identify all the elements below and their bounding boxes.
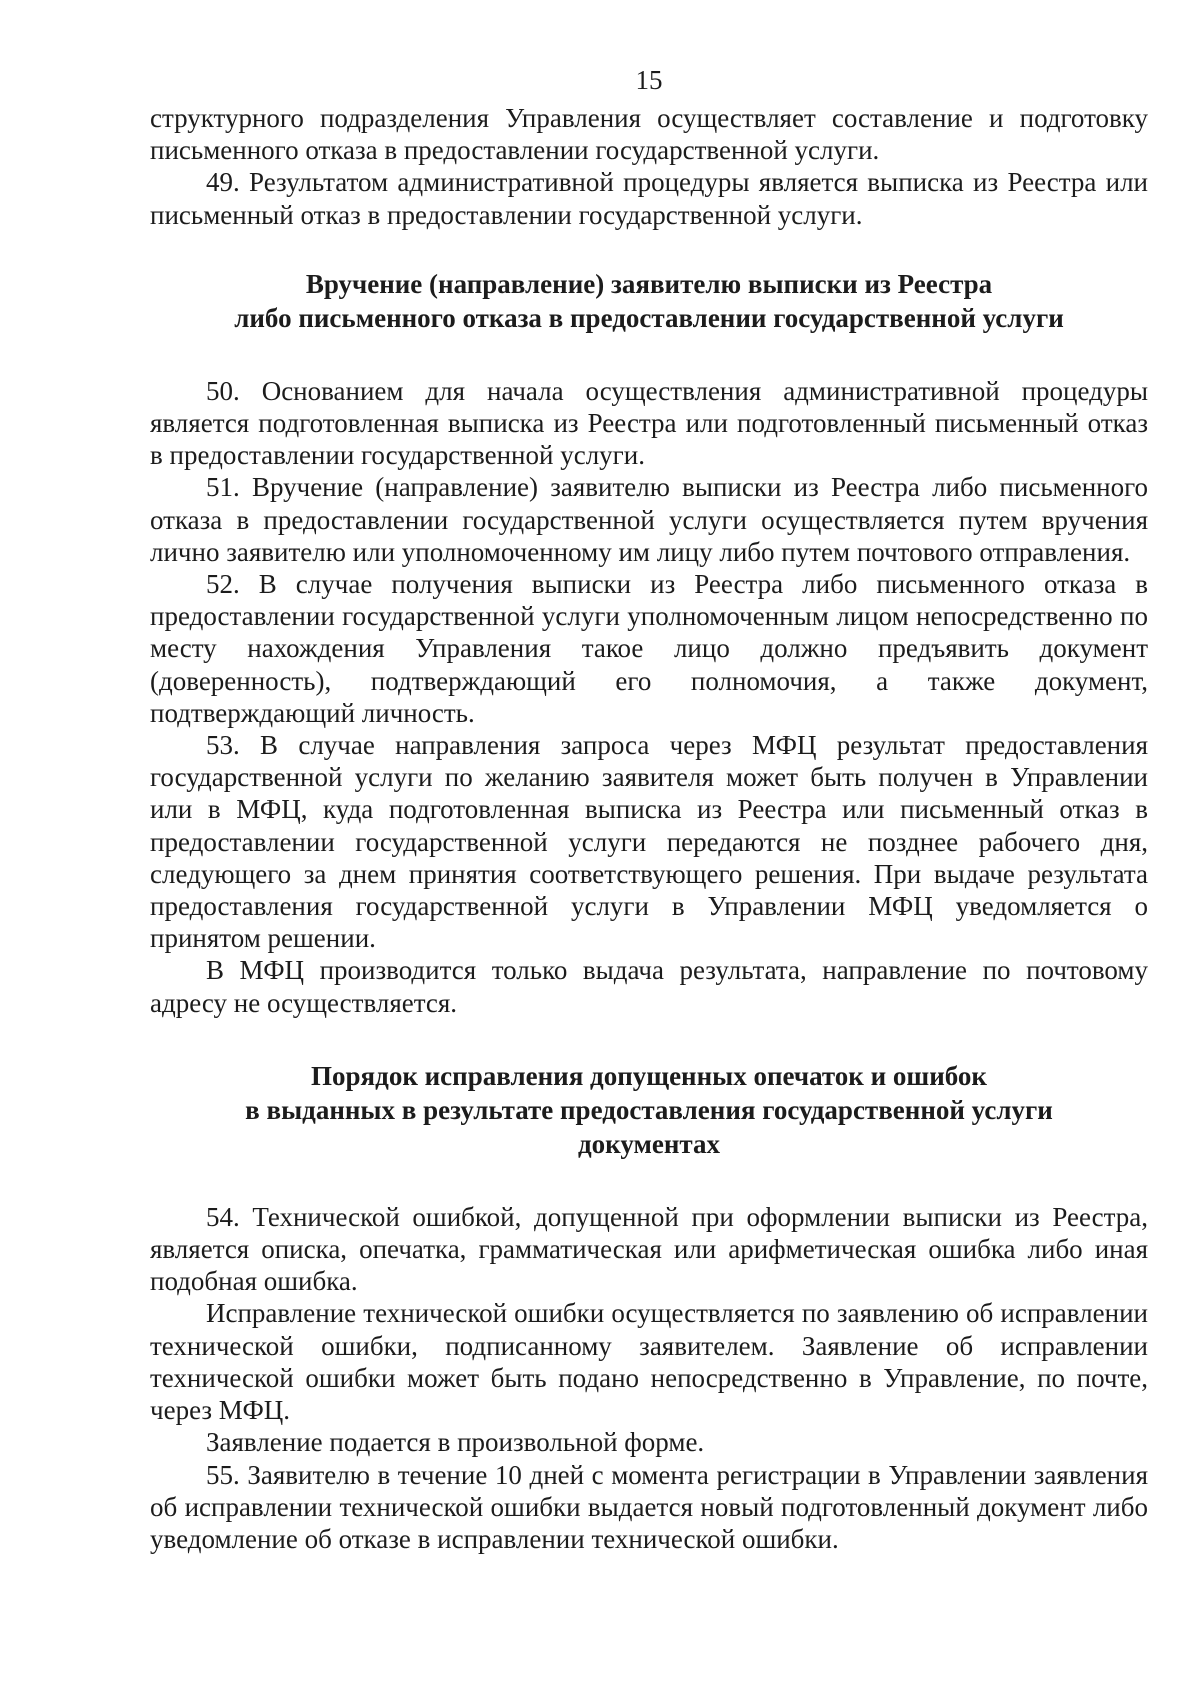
paragraph-52: 52. В случае получения выписки из Реестра либо письменного отказа в предоставлении государственной услуги уполномоченным лицом непосредственно по месту нахождения Управления такое лицо должно предъявить документ (доверенность), подтверждающий его полномочия, а также документ, подтверждающий личность.: [150, 569, 1148, 728]
section-heading-corrections: [150, 1059, 1148, 1161]
paragraph-50: 50. Основанием для начала осуществления административной процедуры является подготовленная выписка из Реестра или подготовленный письменный отказ в предоставлении государственной услуги.: [150, 375, 1148, 471]
section-heading-delivery-line2: либо письменного отказа в предоставлении государственной услуги: [234, 302, 1064, 333]
section-heading-corrections-line2: в выданных в результате предоставления государственной услуги: [245, 1094, 1053, 1125]
paragraph-54: 54. Технической ошибкой, допущенной при оформлении выписки из Реестра, является описка, опечатка, грамматическая или арифметическая ошибка либо иная подобная ошибка.: [150, 1201, 1148, 1297]
paragraph-51: 51. Вручение (направление) заявителю выписки из Реестра либо письменного отказа в предоставлении государственной услуги осуществляется путем вручения лично заявителю или уполномоченному им лицу либо путем почтового отправления.: [150, 472, 1148, 567]
paragraph-53: 53. В случае направления запроса через МФЦ результат предоставления государственной услуги по желанию заявителя может быть получен в Управлении или в МФЦ, куда подготовленная выписка из Реестра или письменный отказ в предоставлении государственной услуги передаются не позднее рабочего дня, следующего за днем принятия соответствующего решения. При выдаче результата предоставления государственной услуги в Управлении МФЦ уведомляется о принятом решении.: [150, 730, 1148, 954]
paragraph-48-continued: структурного подразделения Управления осуществляет составление и подготовку письменного отказа в предоставлении государственной услуги.: [150, 103, 1148, 166]
section-heading-corrections-line3: документах: [577, 1128, 720, 1159]
section-heading-delivery: [150, 267, 1148, 335]
document-page: [150, 60, 1148, 1555]
paragraph-49: 49. Результатом административной процедуры является выписка из Реестра или письменный отказ в предоставлении государственной услуги.: [150, 167, 1148, 230]
page-number: 15: [635, 65, 663, 95]
section-heading-corrections-line1: Порядок исправления допущенных опечаток и ошибок: [311, 1060, 987, 1091]
paragraph-55: 55. Заявителю в течение 10 дней с момента регистрации в Управлении заявления об исправлении технической ошибки выдается новый подготовленный документ либо уведомление об отказе в исправлении технической ошибки.: [150, 1459, 1148, 1554]
section-heading-delivery-line1: Вручение (направление) заявителю выписки из Реестра: [305, 268, 993, 299]
paragraph-54-form: Заявление подается в произвольной форме.: [206, 1427, 705, 1458]
paragraph-54-correction: Исправление технической ошибки осуществляется по заявлению об исправлении технической ошибки, подписанному заявителем. Заявление об исправлении технической ошибки может быть подано непосредственно в Управление, по почте, через МФЦ.: [150, 1298, 1148, 1426]
paragraph-53-mfc: В МФЦ производится только выдача результата, направление по почтовому адресу не осуществляется.: [150, 955, 1148, 1018]
